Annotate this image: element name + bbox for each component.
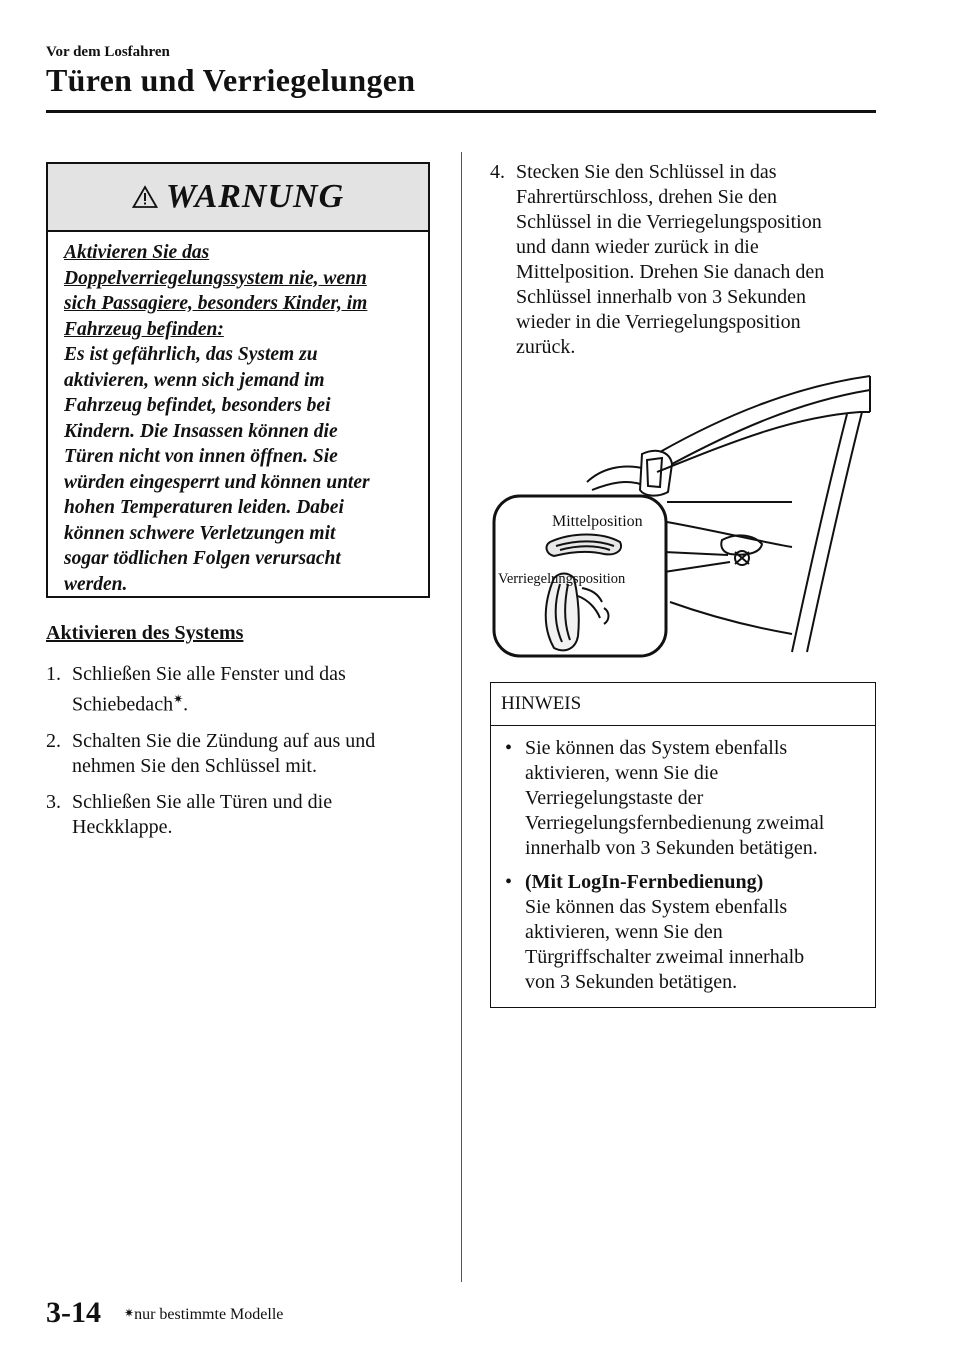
note-header: HINWEIS xyxy=(491,683,875,726)
note-line: aktivieren, wenn Sie den xyxy=(525,921,723,943)
note-bullet-1 xyxy=(503,736,867,861)
step-4 xyxy=(490,160,890,360)
step-line: Schalten Sie die Zündung auf aus und xyxy=(72,729,376,752)
label-verriegelungsposition: Verriegelungsposition xyxy=(498,571,626,587)
note-box xyxy=(490,682,876,1008)
warning-body-line: Kindern. Die Insassen können die xyxy=(64,420,338,442)
asterisk-icon: ✷ xyxy=(124,1306,135,1320)
column-divider xyxy=(461,152,462,1282)
warning-body-line: können schwere Verletzungen mit xyxy=(64,522,336,544)
step-line: Schlüssel innerhalb von 3 Sekunden xyxy=(516,286,806,308)
warning-body-line: sogar tödlichen Folgen verursacht xyxy=(64,548,341,569)
note-bullet-2 xyxy=(503,870,867,995)
warning-body-line: werden. xyxy=(64,573,128,595)
step-number: 1. xyxy=(46,663,61,685)
step-number: 4. xyxy=(490,161,505,183)
page-number: 3-14 xyxy=(46,1296,101,1329)
step-line: Fahrertürschloss, drehen Sie den xyxy=(516,186,778,208)
note-line: Sie können das System ebenfalls xyxy=(525,896,788,918)
warning-body-line: Es ist gefährlich, das System zu xyxy=(64,344,318,365)
warning-header xyxy=(48,164,428,232)
steps-list-left xyxy=(46,662,446,851)
step-line: nehmen Sie den Schlüssel mit. xyxy=(72,754,317,777)
note-line: aktivieren, wenn Sie die xyxy=(525,762,719,784)
warning-lead-line: Doppelverriegelungssystem nie, wenn xyxy=(64,267,367,289)
step-1 xyxy=(46,662,446,718)
label-mittelposition: Mittelposition xyxy=(552,513,643,530)
warning-box xyxy=(46,162,430,598)
note-line: von 3 Sekunden betätigen. xyxy=(525,971,738,993)
step-line: Stecken Sie den Schlüssel in das xyxy=(516,161,777,183)
step-line: Schließen Sie alle Fenster und das xyxy=(72,663,346,685)
warning-triangle-icon xyxy=(132,185,158,209)
note-body xyxy=(491,726,875,995)
activation-heading: Aktivieren des Systems xyxy=(46,622,244,644)
steps-list-right xyxy=(490,160,890,371)
note-line: Sie können das System ebenfalls xyxy=(525,737,788,759)
warning-body-line: würden eingesperrt und können unter xyxy=(64,471,370,493)
step-line: Schiebedach✷. xyxy=(72,692,189,716)
note-line: Türgriffschalter zweimal innerhalb xyxy=(525,946,805,968)
warning-body-line: Fahrzeug befindet, besonders bei xyxy=(64,395,331,416)
step-number: 3. xyxy=(46,790,61,813)
note-line: Verriegelungstaste der xyxy=(525,787,704,809)
step-3 xyxy=(46,790,446,840)
asterisk-icon: ✷ xyxy=(173,692,184,706)
bullet-icon: • xyxy=(505,737,513,759)
step-line: wieder in die Verriegelungsposition xyxy=(516,311,801,333)
title-rule xyxy=(46,110,876,113)
step-line: Schließen Sie alle Türen und die xyxy=(72,790,333,813)
warning-body-line: aktivieren, wenn sich jemand im xyxy=(64,369,325,391)
door-lock-figure xyxy=(492,372,884,662)
step-line: Schlüssel in die Verriegelungsposition xyxy=(516,211,822,233)
section-label: Vor dem Losfahren xyxy=(46,44,170,60)
step-line: Heckklappe. xyxy=(72,815,173,838)
step-2 xyxy=(46,729,446,779)
note-line: Verriegelungsfernbedienung zweimal xyxy=(525,812,825,834)
warning-body xyxy=(48,232,428,597)
note-bullet-heading: (Mit LogIn-Fernbedienung) xyxy=(525,871,764,893)
warning-body-line: hohen Temperaturen leiden. Dabei xyxy=(64,497,344,518)
note-line: innerhalb von 3 Sekunden betätigen. xyxy=(525,837,818,859)
step-number: 2. xyxy=(46,729,61,752)
step-line: und dann wieder zurück in die xyxy=(516,236,759,258)
warning-lead-line: Fahrzeug befinden: xyxy=(64,318,224,340)
footnote xyxy=(124,1306,283,1324)
warning-lead-line: Aktivieren Sie das xyxy=(64,242,210,263)
warning-lead-line: sich Passagiere, besonders Kinder, im xyxy=(64,293,368,314)
bullet-icon: • xyxy=(505,871,513,893)
warning-body-line: Türen nicht von innen öffnen. Sie xyxy=(64,446,338,467)
page-title: Türen und Verriegelungen xyxy=(46,62,416,98)
warning-title: WARNUNG xyxy=(165,178,345,215)
step-line: zurück. xyxy=(516,336,576,358)
footnote-text: nur bestimmte Modelle xyxy=(134,1306,284,1323)
step-line: Mittelposition. Drehen Sie danach den xyxy=(516,261,825,283)
